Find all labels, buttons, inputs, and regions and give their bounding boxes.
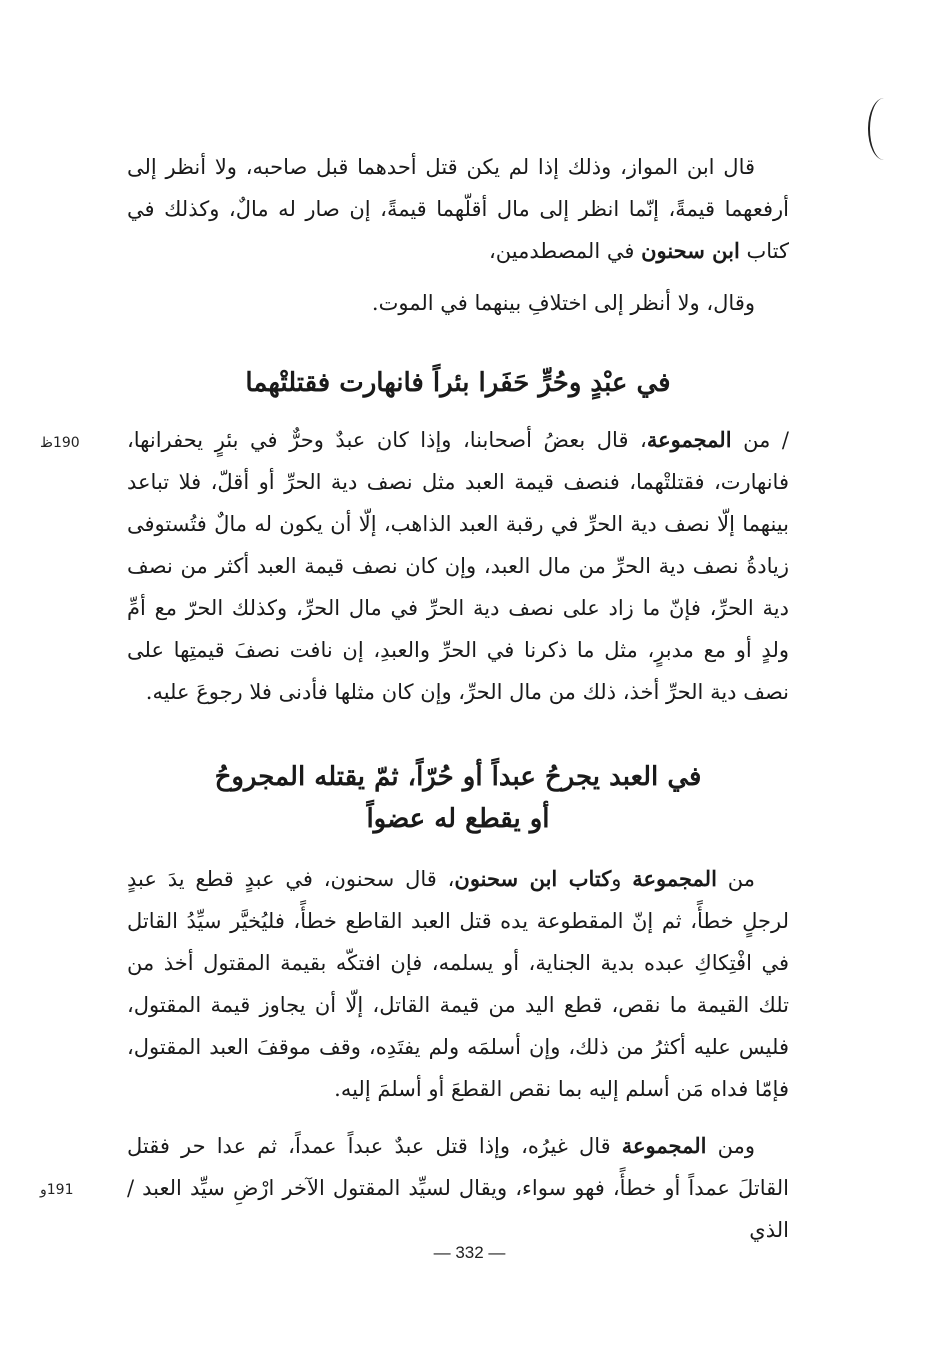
text-run: قال ابن المواز، وذلك إذا لم يكن قتل أحدهما قبل صاحبه، ولا أنظر إلى أرفعهما قيمةً، إنّما انظر إلى مال أقلّهما قيمةً، إن صار له مالٌ، وكذلك في كتاب: [127, 155, 789, 263]
bold-run: كتاب ابن سحنون: [454, 866, 612, 891]
text-run: ومن: [706, 1134, 755, 1158]
paragraph-2: وقال، ولا أنظر إلى اختلافِ بينهما في الموت.: [371, 291, 755, 315]
text-run: ، قال بعضُ أصحابنا، وإذا كان عبدٌ وحرٌّ في بئرٍ يحفرانها، فانهارت، فقتلتْهما، فنصف قيمة العبد مثل نصف دية الحرِّ أو أقلّ، فلا تباعد بينهما إلّا نصف دية الحرِّ في رقبة العبد الذاهب، إلّا أن يكون له مالٌ فتُستوفى زيادةُ نصف دية الحرِّ من مال العبد، وإن كان نصف قيمة العبد أكثر من نصف دية الحرِّ، فإنّ ما زاد على نصف دية الحرِّ في مال الحرِّ، وكذلك الحرّ مع أمِّ ولدٍ أو مع مدبرٍ، مثل ما ذكرنا في الحرِّ والعبدِ، إن نافت نصفَ قيمتِها على نصف دية الحرِّ أخذ، ذلك من مال الحرِّ، وإن كان مثلها فأدنى فلا رجوعَ عليه.: [127, 428, 789, 704]
paragraph-3: [127, 419, 789, 713]
text-run: في المصطدمين،: [488, 239, 642, 263]
paragraph-4: [127, 858, 789, 1110]
page-number: — 332 —: [433, 1243, 506, 1262]
text-run: ، قال سحنون، في عبدٍ قطع يدَ عبدٍ لرجلٍ خطأً، ثم إنّ المقطوعة يده قتل العبد القاطع خطأً، فليُخيَّر سيِّدُ القاتل في افْتِكاكِ عبده بدية الجناية، أو يسلمه، فإن افتكّه بقيمة المقتول أخذ من تلك القيمة ما نقص، قطع اليد من قيمة القاتل، إلّا أن يجاوز قيمة المقتول، فليس عليه أكثرُ من ذلك، وإن أسلمَه ولم يفتَدِه، وقف موقفَ العبد المقتول، فإمّا فداه مَن أسلم إليه بما نقص القطعَ أو أسلمَ إليه.: [127, 867, 789, 1101]
margin-folio-note: 190ظ: [40, 435, 80, 451]
text-run: من: [716, 867, 755, 891]
paragraph-5: [127, 1125, 789, 1251]
bold-run: المجموعة: [646, 427, 732, 452]
bold-run: ابن سحنون: [641, 238, 740, 263]
section-heading-2: [127, 756, 789, 840]
bold-run: المجموعة: [621, 1133, 707, 1158]
heading-line-1: في العبد يجرحُ عبداً أو حُرّاً، ثمّ يقتله المجروحُ: [214, 762, 702, 792]
heading-line-2: أو يقطع له عضواً: [366, 804, 550, 834]
section-heading-1: في عبْدٍ وحُرٍّ حَفَرا بئراً فانهارت فقتلتْهما: [245, 368, 671, 398]
margin-folio-note: 191و: [40, 1182, 74, 1198]
text-run: قال غيرُه، وإذا قتل عبدٌ عبداً عمداً، ثم عدا حر فقتل القاتلَ عمداً أو خطأً، فهو سواء، ويقال لسيِّد المقتول الآخر ارْضِ سيِّد العبد / الذي: [127, 1134, 789, 1242]
paragraph-1: [127, 146, 789, 324]
text-run: و: [611, 867, 633, 891]
bracket-mark: [868, 98, 900, 160]
bold-run: المجموعة: [632, 866, 717, 891]
text-run: / من: [731, 428, 789, 452]
